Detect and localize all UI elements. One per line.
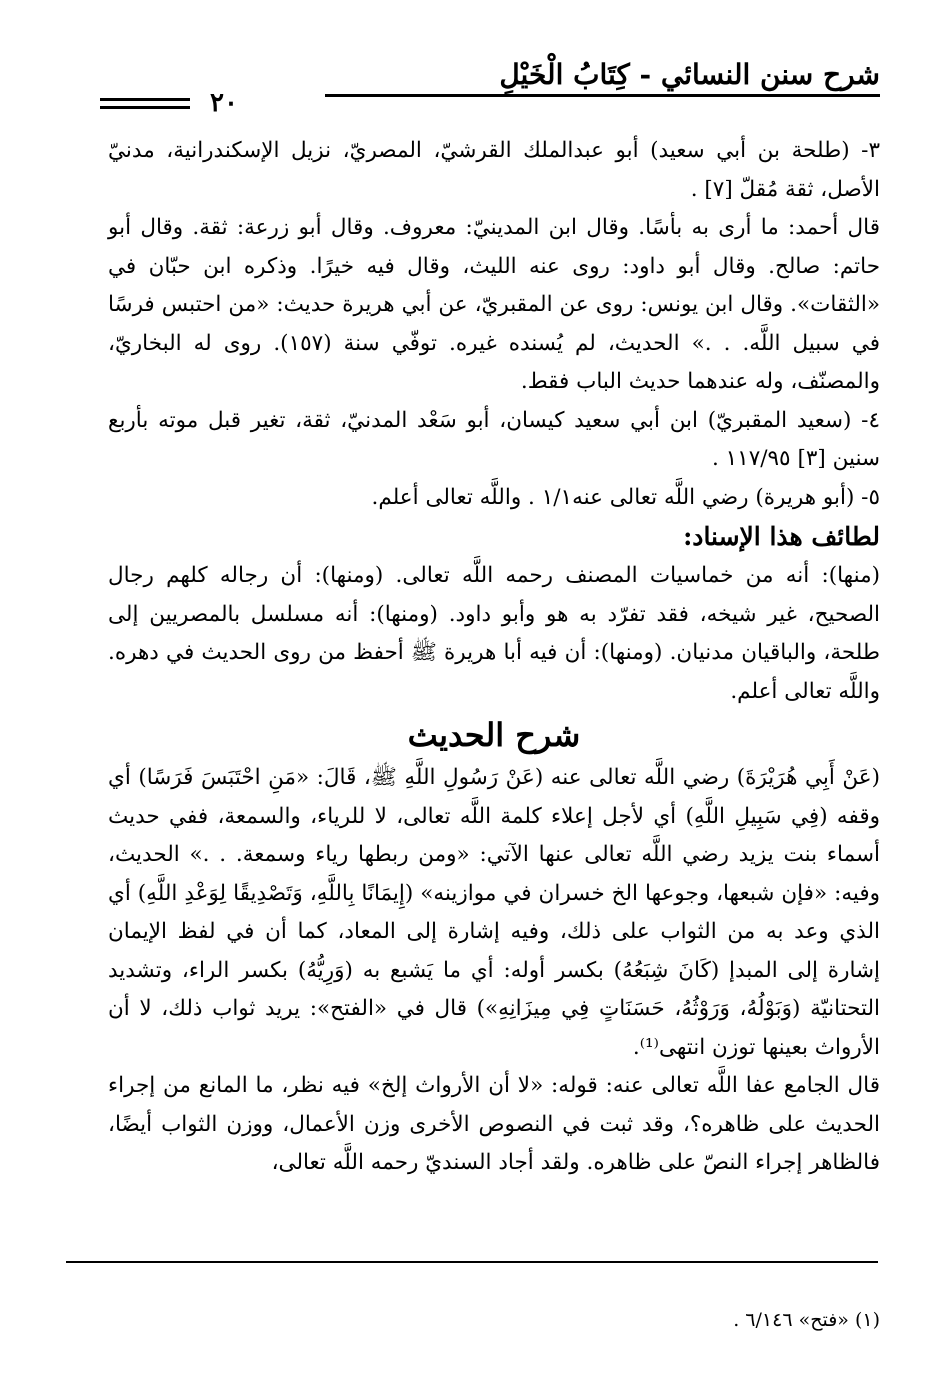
hadith-explanation-paragraph: (عَنْ أَبِي هُرَيْرَةَ) رضي اللَّه تعالى عنه (عَنْ رَسُولِ اللَّهِ ﷺ، قَالَ: «مَنِ احْتَبَسَ فَرَسًا) أي وقفه (فِي سَبِيلِ اللَّهِ) أي لأجل إعلاء كلمة اللَّه تعالى، لا للرياء، والسمعة، ففي حديث أسماء بنت يزيد رضي اللَّه تعالى عنها الآتي: «ومن ربطها رياء وسمعة. . .» الحديث، وفيه: «فإن شبعها، وجوعها الخ خسران في موازينه» (إِيمَانًا بِاللَّهِ، وَتَصْدِيقًا لِوَعْدِ اللَّهِ) أي الذي وعد به من الثواب على ذلك، وفيه إشارة إلى المعاد، كما أن في لفظ الإيمان إشارة إلى المبدإ (كَانَ شِبَعُهُ) بكسر أوله: أي ما يَشبع به (وَرِيُّهُ) بكسر الراء، وتشديد التحتانيّة (وَبَوْلُهُ، وَرَوْثُهُ، حَسَنَاتٍ فِي مِيزَانِهِ») قال في «الفتح»: يريد ثواب ذلك، لا أن الأرواث بعينها توزن انتهى⁽¹⁾. xyxy=(108,765,880,1060)
narrator-3-grading-paragraph: قال أحمد: ما أرى به بأسًا. وقال ابن المدينيّ: معروف. وقال أبو زرعة: ثقة. وقال أبو حاتم: صالح. وقال أبو داود: روى عنه الليث، وقال فيه خيرًا. وذكره ابن حبّان في «الثقات». وقال ابن يونس: روى عن المقبريّ، عن أبي هريرة حديث: «من احتبس فرسًا في سبيل اللَّه. . .» الحديث، لم يُسنده غيره. توفّي سنة (١٥٧). روى له البخاريّ، والمصنّف، وله عندهما حديث الباب فقط. xyxy=(108,215,881,394)
running-title: شرح سنن النسائي - كِتَابُ الْخَيْلِ xyxy=(499,58,880,91)
compiler-comment-paragraph: قال الجامع عفا اللَّه تعالى عنه: قوله: «لا أن الأرواث إلخ» فيه نظر، ما المانع من إجراء الحديث على ظاهره؟، وقد ثبت في النصوص الأخرى وزن الأعمال، ووزن الثواب أيضًا، فالظاهر إجراء النصّ على ظاهره. ولقد أجاد السنديّ رحمه اللَّه تعالى، xyxy=(108,1073,880,1175)
rule-line-top xyxy=(100,98,190,101)
page-number-double-rule xyxy=(100,98,190,114)
main-text xyxy=(108,132,880,1183)
footnote: (١) «فتح» ٦/١٤٦ . xyxy=(733,1309,880,1331)
footnote-rule xyxy=(66,1261,878,1263)
narrator-5-paragraph: ٥- (أبو هريرة) رضي اللَّه تعالى عنه١/١ . واللَّه تعالى أعلم. xyxy=(371,484,880,510)
header-rule xyxy=(325,94,880,97)
rule-line-bottom xyxy=(100,106,190,109)
page-header xyxy=(100,58,880,118)
isnad-subtleties-heading: لطائف هذا الإسناد: xyxy=(683,522,880,551)
hadith-explanation-heading: شرح الحديث xyxy=(407,716,581,754)
narrator-3-paragraph: ٣- (طلحة بن أبي سعيد) أبو عبدالملك القرشيّ، المصريّ، نزيل الإسكندرانية، مدنيّ الأصل، ثقة مُقلّ [٧] . xyxy=(108,138,880,202)
page-number: ٢٠ xyxy=(210,88,238,118)
narrator-4-paragraph: ٤- (سعيد المقبريّ) ابن أبي سعيد كيسان، أبو سَعْد المدنيّ، ثقة، تغير قبل موته بأربع سنين [٣] ١١٧/٩٥ . xyxy=(108,407,880,471)
isnad-subtleties-paragraph: (منها): أنه من خماسيات المصنف رحمه اللَّه تعالى. (ومنها): أن رجاله كلهم رجال الصحيح، غير شيخه، فقد تفرّد به هو وأبو داود. (ومنها): أنه مسلسل بالمصريين إلى طلحة، والباقيان مدنيان. (ومنها): أن فيه أبا هريرة ﷺ أحفظ من روى الحديث في دهره. واللَّه تعالى أعلم. xyxy=(108,563,880,704)
